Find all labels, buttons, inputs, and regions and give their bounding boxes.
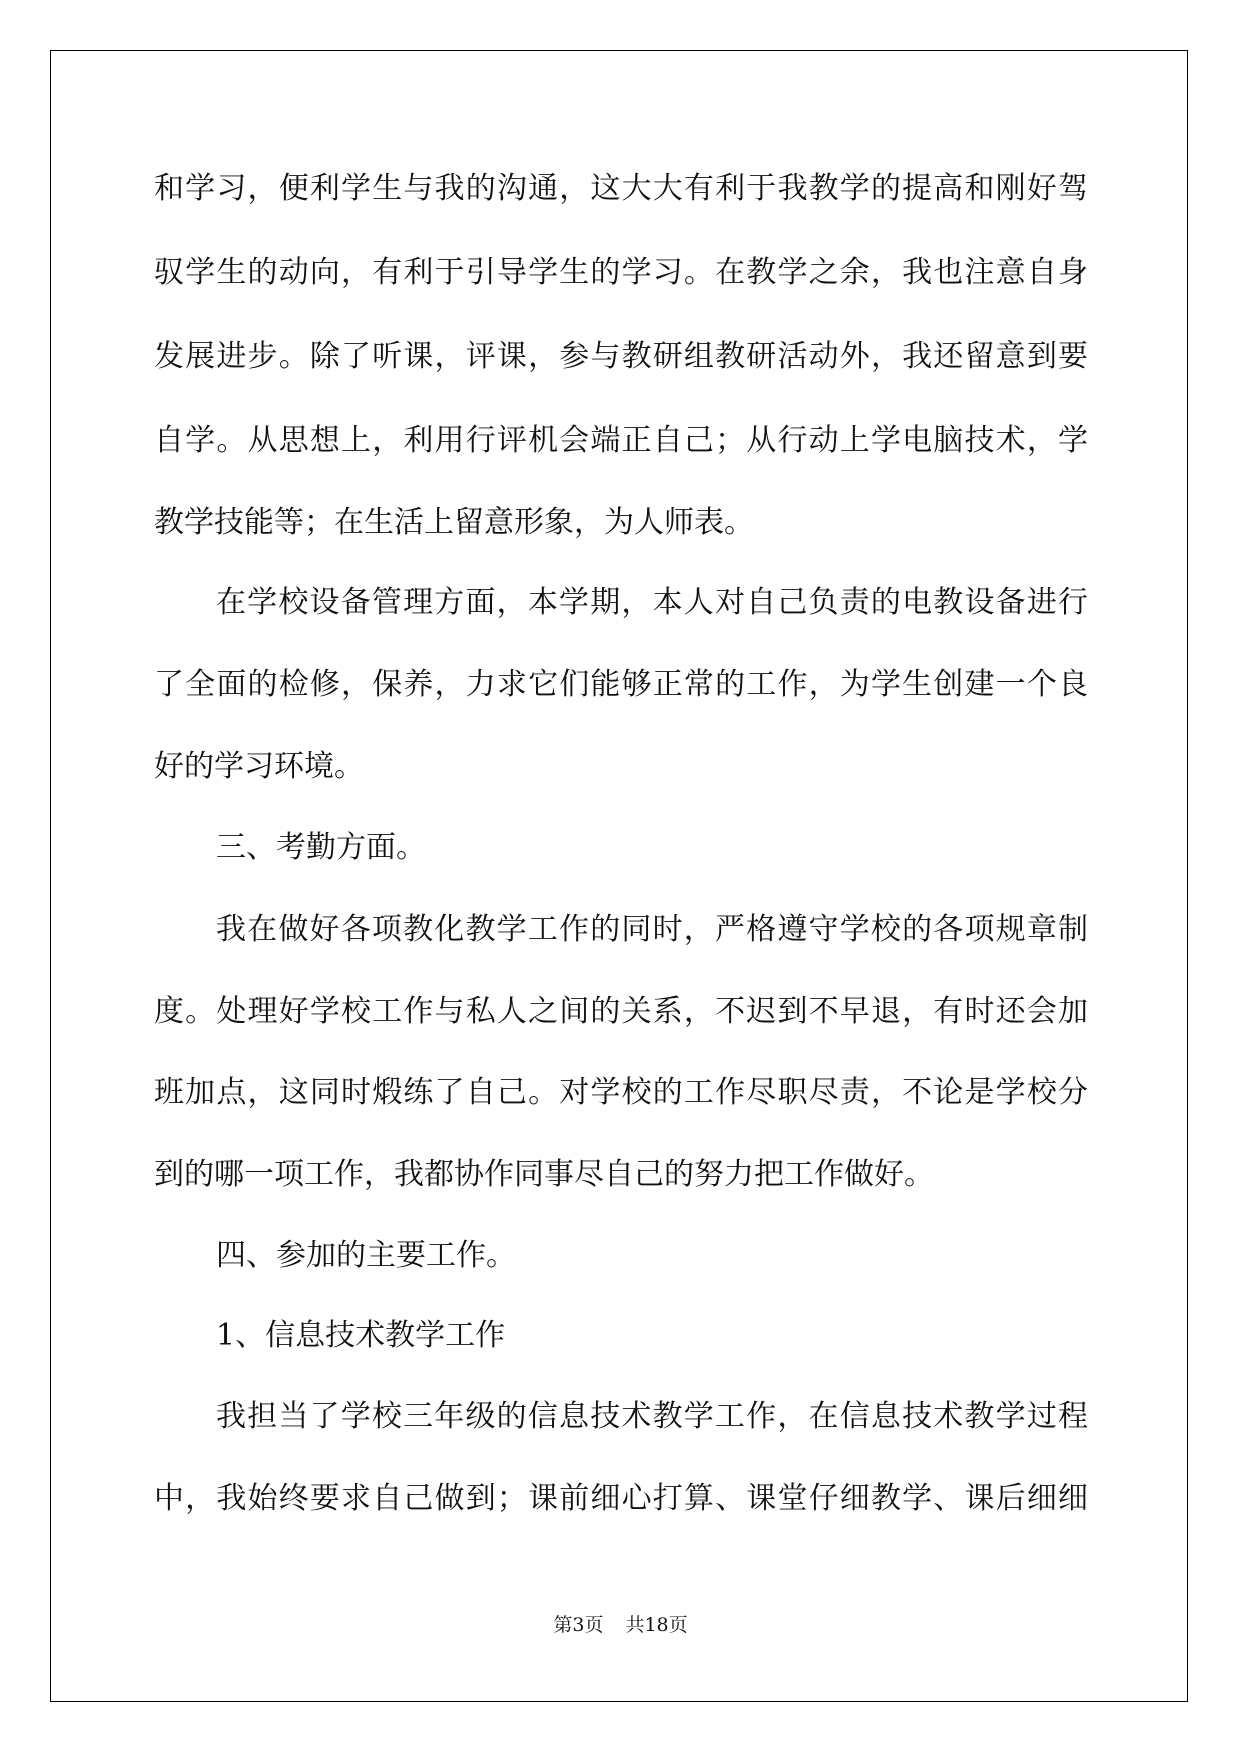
text-line: 我担当了学校三年级的信息技术教学工作，在信息技术教学过程 <box>216 1399 1088 1434</box>
text-line: 和学习，便利学生与我的沟通，这大大有利于我教学的提高和刚好驾 <box>154 171 1088 206</box>
text-line: 驭学生的动向，有利于引导学生的学习。在教学之余，我也注意自身 <box>154 255 1088 290</box>
text-line: 中，我始终要求自己做到；课前细心打算、课堂仔细教学、课后细细 <box>154 1481 1088 1516</box>
page-number: 第3页 <box>553 1614 604 1636</box>
text-line: 好的学习环境。 <box>154 749 364 784</box>
section-heading: 三、考勤方面。 <box>216 830 426 865</box>
section-heading: 四、参加的主要工作。 <box>216 1238 516 1273</box>
page-footer <box>0 1610 1241 1637</box>
text-line: 了全面的检修，保养，力求它们能够正常的工作，为学生创建一个良 <box>154 667 1088 702</box>
subsection-heading: 1、信息技术教学工作 <box>216 1318 506 1353</box>
text-line: 自学。从思想上，利用行评机会端正自己；从行动上学电脑技术，学 <box>154 423 1088 458</box>
page-total: 共18页 <box>625 1614 688 1636</box>
text-line: 发展进步。除了听课，评课，参与教研组教研活动外，我还留意到要 <box>154 339 1088 374</box>
text-line: 班加点，这同时煅练了自己。对学校的工作尽职尽责，不论是学校分 <box>154 1075 1088 1110</box>
text-line: 教学技能等；在生活上留意形象，为人师表。 <box>154 505 754 540</box>
text-line: 度。处理好学校工作与私人之间的关系，不迟到不早退，有时还会加 <box>154 994 1088 1029</box>
text-line: 我在做好各项教化教学工作的同时，严格遵守学校的各项规章制 <box>216 912 1088 947</box>
page-border <box>50 50 1188 1702</box>
text-line: 在学校设备管理方面，本学期，本人对自己负责的电教设备进行 <box>216 585 1088 620</box>
text-line: 到的哪一项工作，我都协作同事尽自己的努力把工作做好。 <box>154 1157 934 1192</box>
